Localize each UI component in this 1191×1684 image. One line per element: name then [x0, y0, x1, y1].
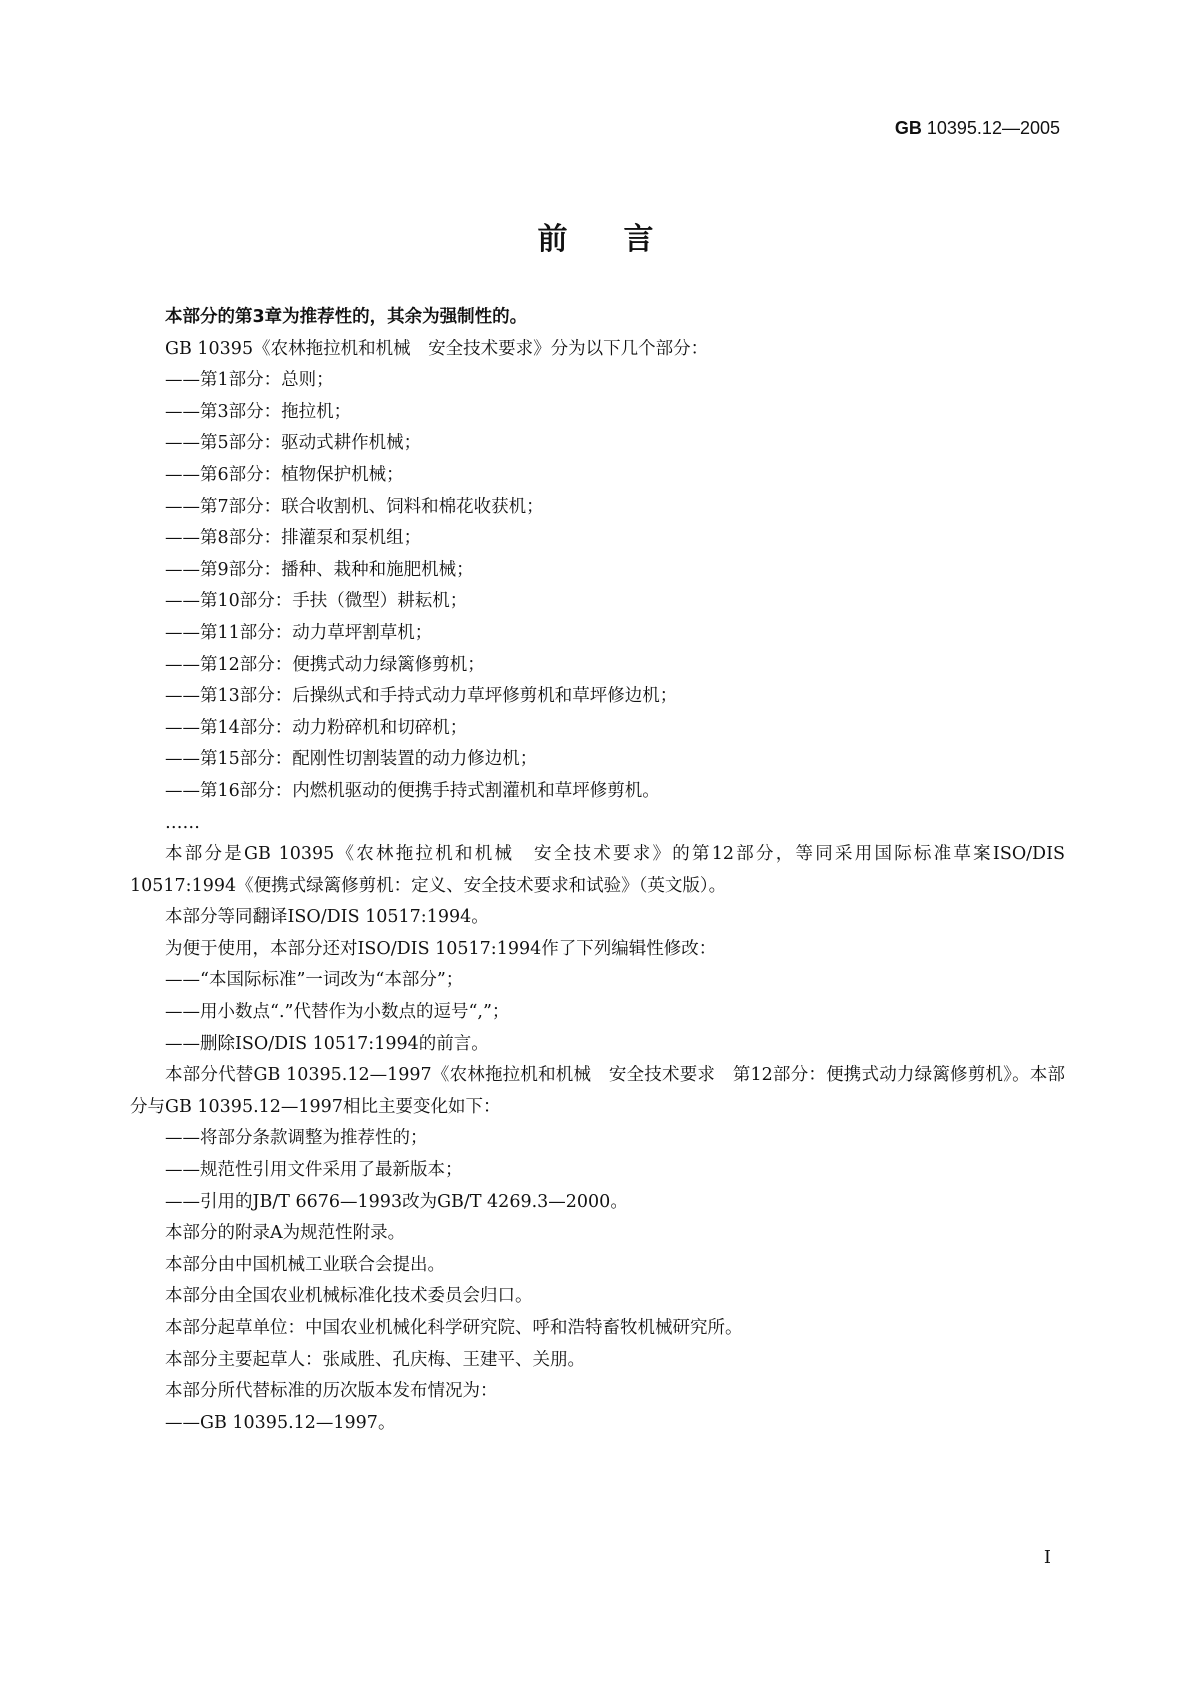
paragraph: 本部分是GB 10395《农林拖拉机和机械 安全技术要求》的第12部分，等同采用国际标准草案ISO/DIS 10517:1994《便携式绿篱修剪机：定义、安全技术要求和试验》（英文版）。 [130, 844, 1065, 896]
paragraph: GB 10395《农林拖拉机和机械 安全技术要求》分为以下几个部分： [165, 338, 709, 359]
paragraph: 本部分起草单位：中国农业机械化科学研究院、呼和浩特畜牧机械研究所。 [165, 1318, 743, 1338]
paragraph: 本部分代替GB 10395.12—1997《农林拖拉机和机械 安全技术要求 第12部分：便携式动力绿篱修剪机》。本部分与GB 10395.12—1997相比主要变化如下： [130, 1065, 1065, 1117]
list-item: ——第13部分：后操纵式和手持式动力草坪修剪机和草坪修边机； [165, 686, 678, 707]
list-item: ——第9部分：播种、栽种和施肥机械； [165, 559, 474, 580]
paragraph: 本部分由全国农业机械标准化技术委员会归口。 [165, 1286, 533, 1307]
list-item: ——第14部分：动力粉碎机和切碎机； [165, 717, 468, 738]
paragraph: 本部分主要起草人：张咸胜、孔庆梅、王建平、关朋。 [165, 1349, 585, 1370]
list-item: ——第10部分：手扶（微型）耕耘机； [165, 591, 468, 612]
list-item: ——第1部分：总则； [165, 370, 334, 391]
standard-prefix: GB [894, 118, 922, 138]
list-item: ——第5部分：驱动式耕作机械； [165, 433, 422, 454]
list-item: ——第7部分：联合收割机、饲料和棉花收获机； [165, 496, 544, 517]
list-item: ——第3部分：拖拉机； [165, 401, 352, 422]
list-item: ——第8部分：排灌泵和泵机组； [165, 528, 422, 549]
list-item: ——删除ISO/DIS 10517:1994的前言。 [165, 1033, 489, 1054]
list-item: ——引用的JB/T 6676—1993改为GB/T 4269.3—2000。 [165, 1191, 628, 1212]
list-item: ——第11部分：动力草坪割草机； [165, 622, 433, 643]
page-title: 前言 [537, 222, 710, 257]
paragraph: 本部分的第3章为推荐性的，其余为强制性的。 [165, 307, 528, 327]
list-item: ——第15部分：配刚性切割装置的动力修边机； [165, 749, 538, 770]
standard-number [895, 118, 1060, 139]
list-item: ——规范性引用文件采用了最新版本； [165, 1160, 463, 1181]
standard-code: 10395.12—2005 [926, 118, 1060, 138]
list-item: ——第6部分：植物保护机械； [165, 464, 404, 485]
paragraph: 本部分所代替标准的历次版本发布情况为： [165, 1381, 498, 1402]
paragraph: 本部分等同翻译ISO/DIS 10517:1994。 [165, 907, 489, 928]
list-item: …… [165, 812, 200, 833]
page-number: I [1043, 1547, 1051, 1568]
foreword-body [130, 302, 1065, 1439]
paragraph: 本部分的附录A为规范性附录。 [165, 1223, 406, 1244]
list-item: ——用小数点“.”代替作为小数点的逗号“,”； [165, 1002, 510, 1023]
list-item: ——GB 10395.12—1997。 [165, 1412, 396, 1433]
paragraph: 本部分由中国机械工业联合会提出。 [165, 1254, 445, 1275]
paragraph: 为便于使用，本部分还对ISO/DIS 10517:1994作了下列编辑性修改： [165, 938, 717, 959]
list-item: ——“本国际标准”一词改为“本部分”； [165, 970, 464, 991]
list-item: ——第16部分：内燃机驱动的便携手持式割灌机和草坪修剪机。 [165, 780, 660, 801]
list-item: ——第12部分：便携式动力绿篱修剪机； [165, 654, 485, 675]
list-item: ——将部分条款调整为推荐性的； [165, 1128, 428, 1149]
